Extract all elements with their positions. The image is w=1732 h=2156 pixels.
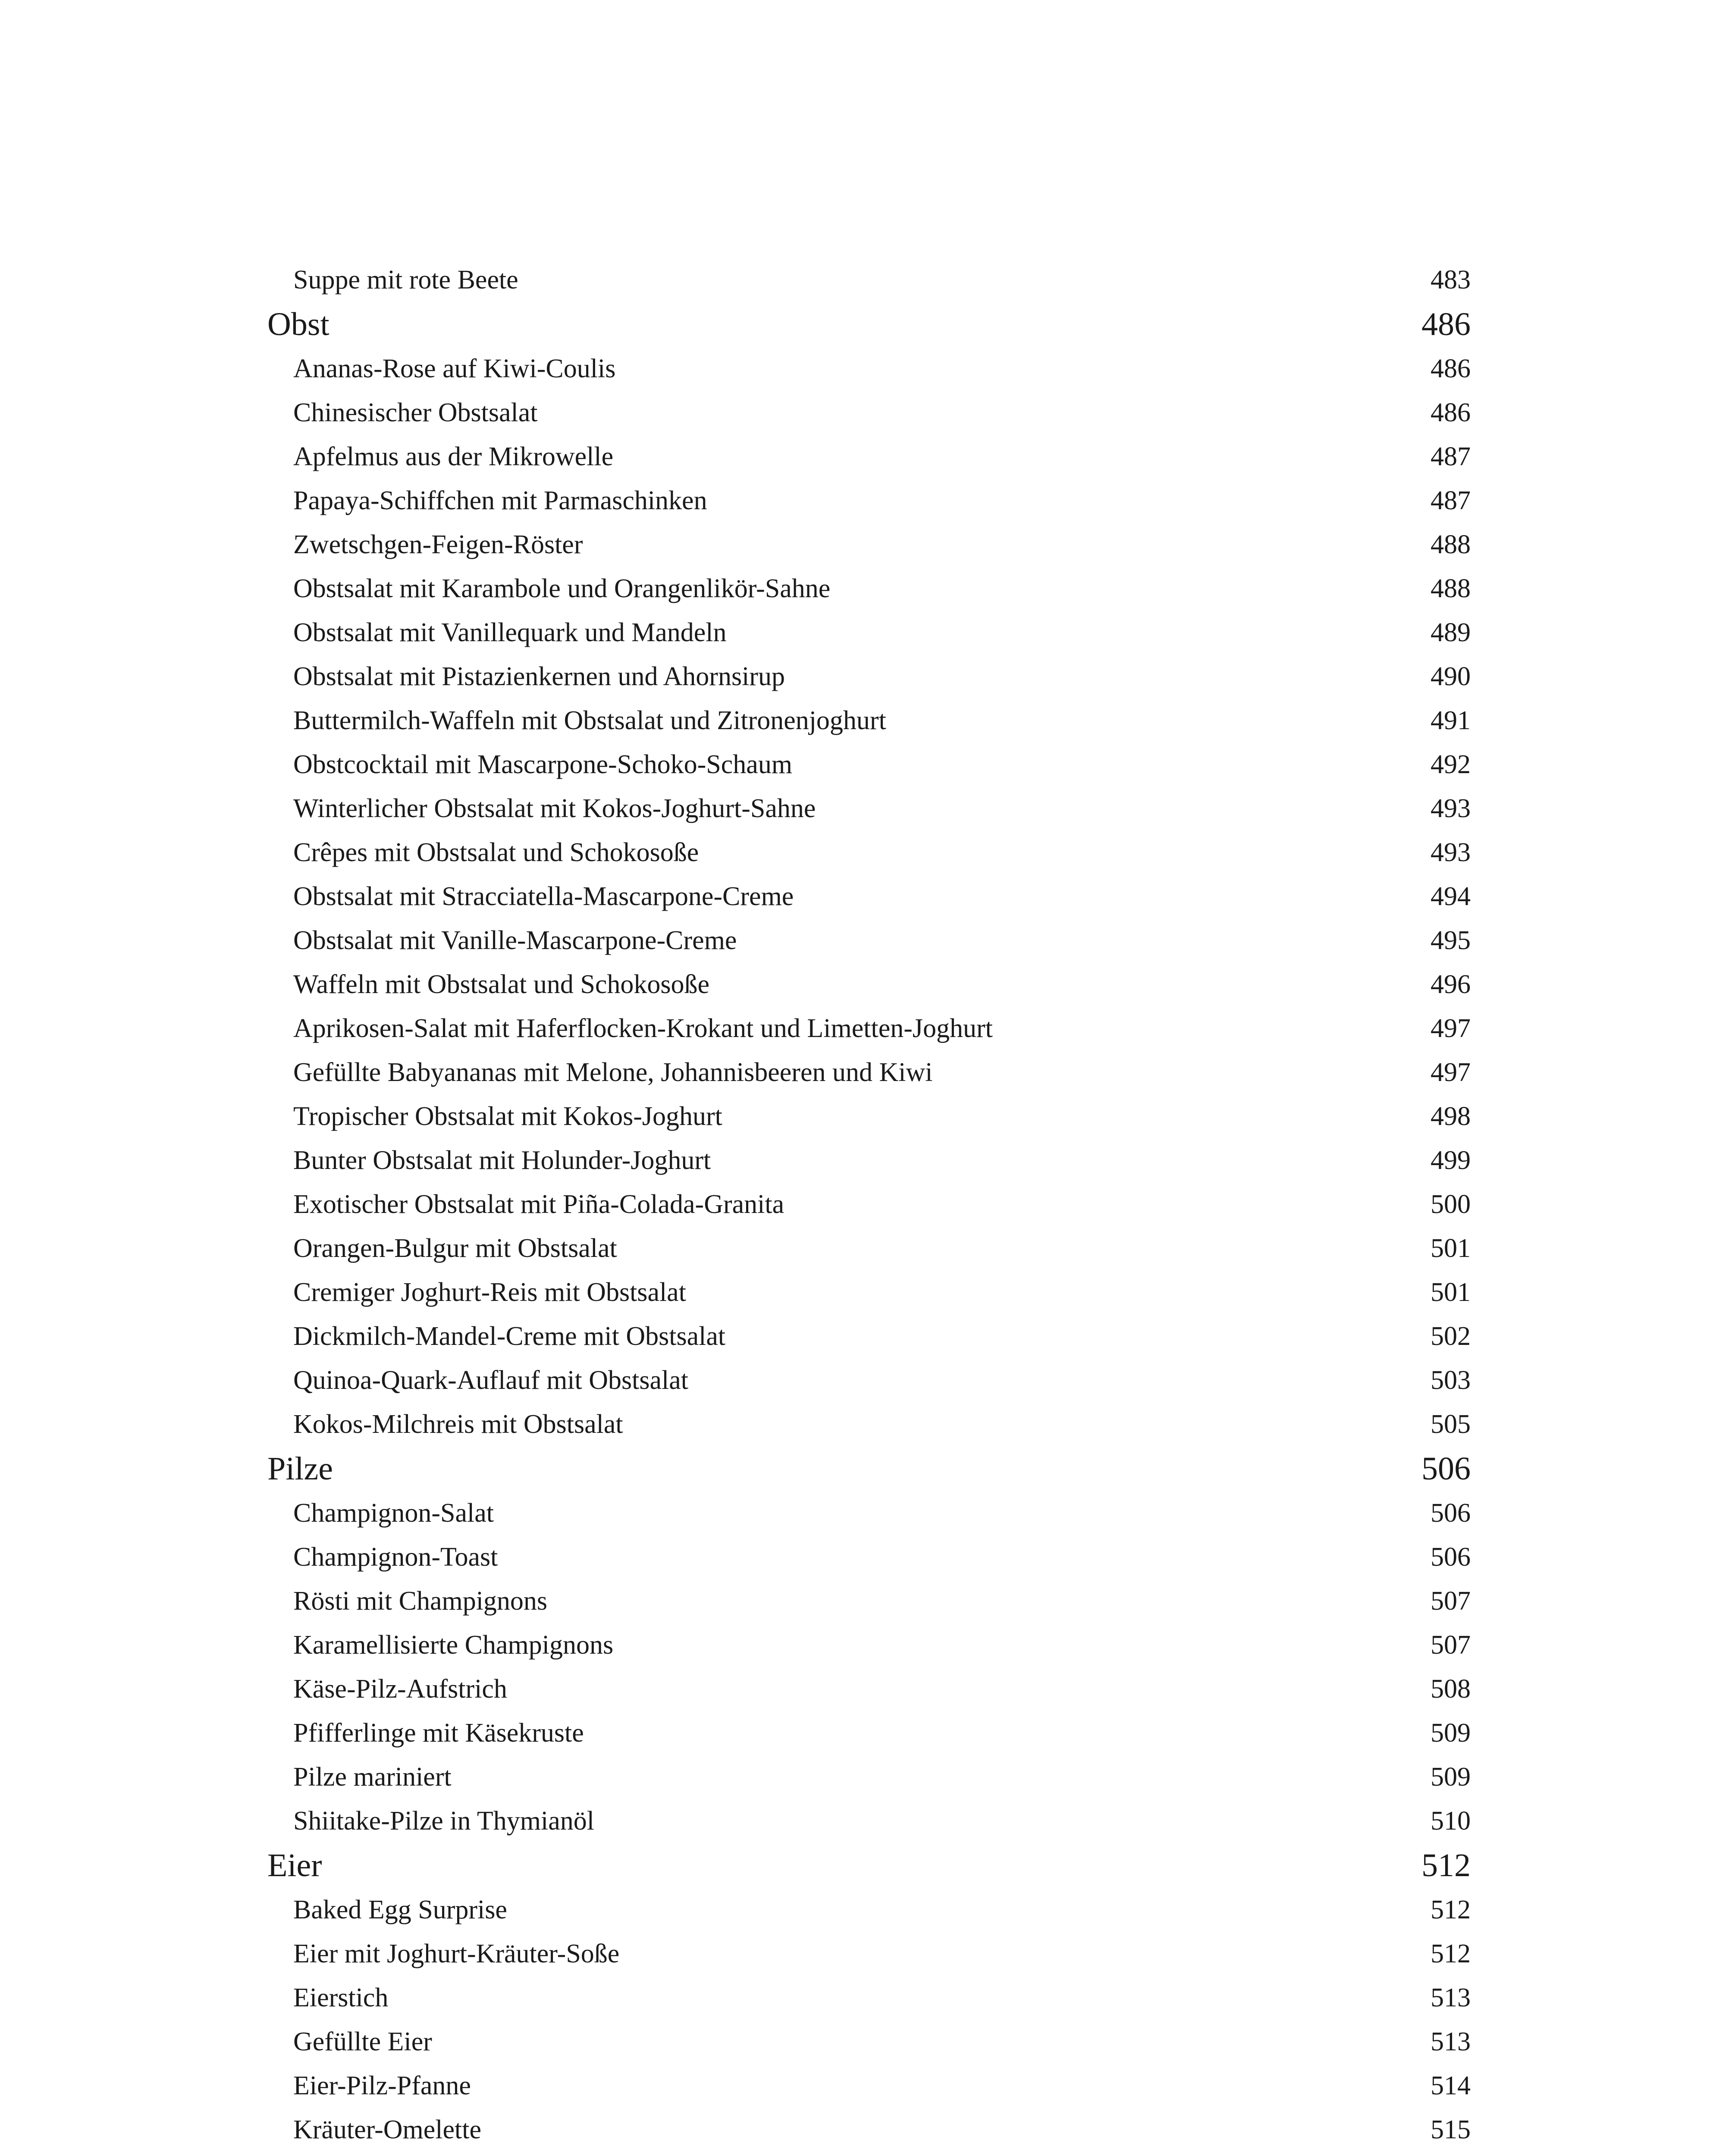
toc-entry — [267, 1755, 1471, 1799]
entry-title: Apfelmus aus der Mikrowelle — [293, 442, 614, 471]
entry-title: Papaya-Schiffchen mit Parmaschinken — [293, 486, 707, 515]
page-ref: 490 — [1431, 662, 1471, 691]
entry-title: Rösti mit Champignons — [293, 1586, 548, 1616]
toc-entry — [267, 1050, 1471, 1094]
entry-title: Zwetschgen-Feigen-Röster — [293, 530, 583, 559]
toc-entry — [267, 1711, 1471, 1755]
page-ref: 512 — [1421, 1847, 1471, 1883]
entry-title: Cremiger Joghurt-Reis mit Obstsalat — [293, 1278, 686, 1307]
entry-title: Bunter Obstsalat mit Holunder-Joghurt — [293, 1146, 711, 1175]
toc-entry — [267, 962, 1471, 1006]
toc-entry — [267, 1226, 1471, 1270]
page-ref: 509 — [1431, 1718, 1471, 1748]
toc-entry — [267, 1976, 1471, 2020]
page-ref: 483 — [1431, 265, 1471, 295]
entry-title: Gefüllte Eier — [293, 2027, 432, 2056]
toc-entry — [267, 2108, 1471, 2152]
page-ref: 505 — [1431, 1410, 1471, 1439]
toc-entry — [267, 1094, 1471, 1138]
page-ref: 496 — [1431, 970, 1471, 999]
entry-title: Champignon-Salat — [293, 1498, 494, 1528]
toc-entry — [267, 1491, 1471, 1535]
page-ref: 499 — [1431, 1146, 1471, 1175]
toc-entry — [267, 258, 1471, 302]
entry-title: Orangen-Bulgur mit Obstsalat — [293, 1234, 617, 1263]
page-ref: 507 — [1431, 1586, 1471, 1616]
entry-title: Kokos-Milchreis mit Obstsalat — [293, 1410, 623, 1439]
toc-entry — [267, 743, 1471, 787]
page-ref: 500 — [1431, 1190, 1471, 1219]
toc-entry — [267, 1358, 1471, 1402]
entry-title: Ananas-Rose auf Kiwi-Coulis — [293, 354, 616, 383]
toc-entry — [267, 435, 1471, 479]
table-of-contents — [267, 258, 1471, 2152]
page-ref: 507 — [1431, 1630, 1471, 1660]
page-ref: 487 — [1431, 442, 1471, 471]
entry-title: Baked Egg Surprise — [293, 1895, 507, 1924]
entry-title: Eierstich — [293, 1983, 389, 2012]
page-ref: 506 — [1431, 1542, 1471, 1572]
page-ref: 487 — [1431, 486, 1471, 515]
page-ref: 486 — [1431, 398, 1471, 427]
page-ref: 509 — [1431, 1762, 1471, 1792]
toc-entry — [267, 1402, 1471, 1446]
toc-entry — [267, 1799, 1471, 1843]
page-ref: 486 — [1421, 306, 1471, 342]
entry-title: Winterlicher Obstsalat mit Kokos-Joghurt-Sahne — [293, 794, 816, 823]
toc-entry — [267, 1182, 1471, 1226]
entry-title: Suppe mit rote Beete — [293, 265, 518, 295]
toc-entry — [267, 611, 1471, 655]
toc-entry — [267, 1006, 1471, 1050]
toc-entry — [267, 830, 1471, 874]
page-ref: 494 — [1431, 882, 1471, 911]
entry-title: Champignon-Toast — [293, 1542, 498, 1572]
entry-title: Kräuter-Omelette — [293, 2115, 481, 2144]
entry-title: Käse-Pilz-Aufstrich — [293, 1674, 507, 1704]
toc-section-heading — [267, 302, 1471, 347]
page-ref: 492 — [1431, 750, 1471, 779]
toc-entry — [267, 1932, 1471, 1976]
entry-title: Tropischer Obstsalat mit Kokos-Joghurt — [293, 1102, 722, 1131]
page-ref: 508 — [1431, 1674, 1471, 1704]
entry-title: Obstsalat mit Vanille-Mascarpone-Creme — [293, 926, 737, 955]
toc-entry — [267, 918, 1471, 962]
page-ref: 497 — [1431, 1058, 1471, 1087]
toc-entry — [267, 699, 1471, 743]
page-ref: 512 — [1431, 1895, 1471, 1924]
entry-title: Eier mit Joghurt-Kräuter-Soße — [293, 1939, 620, 1968]
page-ref: 501 — [1431, 1234, 1471, 1263]
toc-entry — [267, 567, 1471, 611]
toc-entry — [267, 1579, 1471, 1623]
toc-entry — [267, 1138, 1471, 1182]
page-ref: 501 — [1431, 1278, 1471, 1307]
page-ref: 513 — [1431, 2027, 1471, 2056]
page-ref: 510 — [1431, 1806, 1471, 1836]
entry-title: Quinoa-Quark-Auflauf mit Obstsalat — [293, 1366, 688, 1395]
toc-entry — [267, 1667, 1471, 1711]
page-ref: 506 — [1431, 1498, 1471, 1528]
page-ref: 506 — [1421, 1451, 1471, 1487]
page-ref: 491 — [1431, 706, 1471, 735]
toc-entry — [267, 874, 1471, 918]
entry-title: Obstsalat mit Stracciatella-Mascarpone-Creme — [293, 882, 794, 911]
toc-entry — [267, 1623, 1471, 1667]
toc-entry — [267, 1535, 1471, 1579]
entry-title: Waffeln mit Obstsalat und Schokosoße — [293, 970, 710, 999]
entry-title: Dickmilch-Mandel-Creme mit Obstsalat — [293, 1322, 726, 1351]
page-ref: 493 — [1431, 794, 1471, 823]
section-title: Pilze — [267, 1451, 333, 1487]
entry-title: Obstsalat mit Karambole und Orangenlikör-Sahne — [293, 574, 831, 603]
entry-title: Obstsalat mit Vanillequark und Mandeln — [293, 618, 727, 647]
toc-entry — [267, 2020, 1471, 2064]
entry-title: Pilze mariniert — [293, 1762, 452, 1792]
entry-title: Buttermilch-Waffeln mit Obstsalat und Zitronenjoghurt — [293, 706, 886, 735]
page-ref: 512 — [1431, 1939, 1471, 1968]
page-ref: 513 — [1431, 1983, 1471, 2012]
page-ref: 493 — [1431, 838, 1471, 867]
section-title: Eier — [267, 1847, 322, 1883]
toc-entry — [267, 391, 1471, 435]
toc-entry — [267, 787, 1471, 830]
entry-title: Obstcocktail mit Mascarpone-Schoko-Schaum — [293, 750, 793, 779]
toc-entry — [267, 1314, 1471, 1358]
toc-entry — [267, 347, 1471, 391]
page-ref: 486 — [1431, 354, 1471, 383]
toc-section-heading — [267, 1446, 1471, 1491]
section-title: Obst — [267, 306, 329, 342]
page-ref: 488 — [1431, 574, 1471, 603]
page-ref: 488 — [1431, 530, 1471, 559]
toc-entry — [267, 523, 1471, 567]
page-ref: 502 — [1431, 1322, 1471, 1351]
entry-title: Gefüllte Babyananas mit Melone, Johannisbeeren und Kiwi — [293, 1058, 933, 1087]
entry-title: Eier-Pilz-Pfanne — [293, 2071, 471, 2100]
entry-title: Obstsalat mit Pistazienkernen und Ahornsirup — [293, 662, 785, 691]
entry-title: Crêpes mit Obstsalat und Schokosoße — [293, 838, 699, 867]
entry-title: Aprikosen-Salat mit Haferflocken-Krokant und Limetten-Joghurt — [293, 1014, 993, 1043]
toc-entry — [267, 655, 1471, 699]
entry-title: Chinesischer Obstsalat — [293, 398, 538, 427]
page-ref: 503 — [1431, 1366, 1471, 1395]
page-ref: 514 — [1431, 2071, 1471, 2100]
entry-title: Pfifferlinge mit Käsekruste — [293, 1718, 584, 1748]
page-ref: 515 — [1431, 2115, 1471, 2144]
toc-entry — [267, 1270, 1471, 1314]
entry-title: Exotischer Obstsalat mit Piña-Colada-Granita — [293, 1190, 784, 1219]
toc-section-heading — [267, 1843, 1471, 1888]
toc-entry — [267, 2064, 1471, 2108]
page-ref: 495 — [1431, 926, 1471, 955]
page-ref: 489 — [1431, 618, 1471, 647]
entry-title: Shiitake-Pilze in Thymianöl — [293, 1806, 594, 1836]
page-ref: 498 — [1431, 1102, 1471, 1131]
toc-entry — [267, 479, 1471, 523]
entry-title: Karamellisierte Champignons — [293, 1630, 614, 1660]
toc-entry — [267, 1888, 1471, 1932]
page-ref: 497 — [1431, 1014, 1471, 1043]
